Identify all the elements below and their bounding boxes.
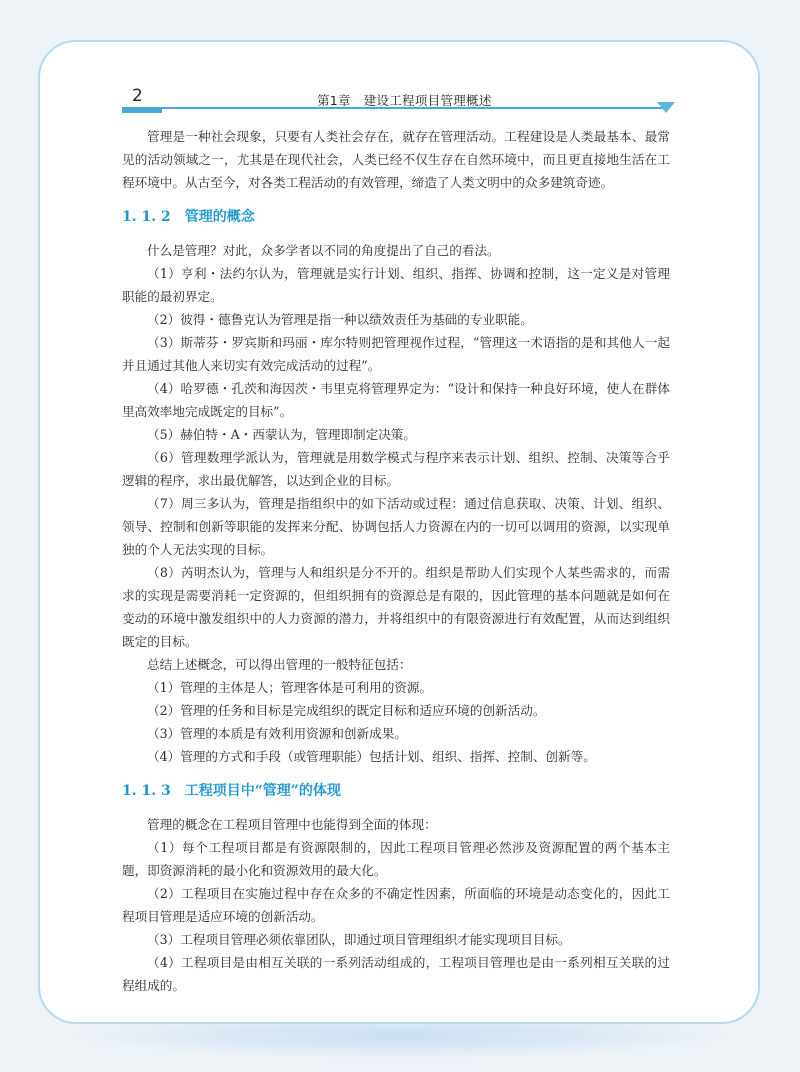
section-title: 管理的概念 (184, 209, 255, 225)
paragraph: （3）工程项目管理必须依靠团队，即通过项目管理组织才能实现项目目标。 (147, 932, 571, 947)
paragraph: 什么是管理？对此，众多学者以不同的角度提出了自己的看法。 (147, 243, 500, 258)
page-header (82, 88, 676, 114)
section-heading-1-1-3 (122, 780, 670, 803)
section-number: 1. 1. 3 (122, 783, 171, 799)
paragraph: （4）管理的方式和手段（或管理职能）包括计划、组织、指挥、控制、创新等。 (147, 749, 596, 764)
page-number: 2 (132, 86, 143, 106)
intro-paragraph: 管理是一种社会现象，只要有人类社会存在，就存在管理活动。工程建设是人类最基本、最常见的活动领域之一，尤其是在现代社会，人类已经不仅生存在自然环境中，而且更直接地生活在工程环境中。从古至今，对各类工程活动的有效管理，缔造了人类文明中的众多建筑奇迹。 (122, 129, 670, 190)
paragraph: （1）亨利・法约尔认为，管理就是实行计划、组织、指挥、协调和控制，这一定义是对管理职能的最初界定。 (122, 266, 670, 304)
page-content (122, 125, 670, 997)
paragraph: 管理的概念在工程项目管理中也能得到全面的体现： (147, 817, 437, 832)
section-heading-1-1-2 (122, 206, 670, 229)
header-rule-accent (122, 109, 162, 113)
paragraph: （7）周三多认为，管理是指组织中的如下活动或过程：通过信息获取、决策、计划、组织、领导、控制和创新等职能的发挥来分配、协调包括人力资源在内的一切可以调用的资源，以实现单独的个人无法实现的目标。 (122, 496, 670, 557)
chapter-title: 第1章 建设工程项目管理概述 (317, 93, 492, 108)
paragraph: （2）彼得・德鲁克认为管理是指一种以绩效责任为基础的专业职能。 (147, 312, 533, 327)
section-number: 1. 1. 2 (122, 209, 171, 225)
section-title: 工程项目中“管理”的体现 (184, 783, 341, 799)
paragraph: （3）管理的本质是有效利用资源和创新成果。 (147, 726, 407, 741)
paragraph: （6）管理数理学派认为，管理就是用数学模式与程序来表示计划、组织、控制、决策等合乎逻辑的程序，求出最优解答，以达到企业的目标。 (122, 450, 670, 488)
paragraph: （2）管理的任务和目标是完成组织的既定目标和适应环境的创新活动。 (147, 703, 546, 718)
triangle-marker-icon (657, 102, 675, 113)
paragraph: （3）斯蒂芬・罗宾斯和玛丽・库尔特则把管理视作过程，“管理这一术语指的是和其他人一起并且通过其他人来切实有效完成活动的过程”。 (122, 335, 670, 373)
paragraph: （4）工程项目是由相互关联的一系列活动组成的，工程项目管理也是由一系列相互关联的过程组成的。 (122, 955, 670, 993)
paragraph: （8）芮明杰认为，管理与人和组织是分不开的。组织是帮助人们实现个人某些需求的，而需求的实现是需要消耗一定资源的，但组织拥有的资源总是有限的，因此管理的基本问题就是如何在变动的环境中激发组织中的人力资源的潜力，并将组织中的有限资源进行有效配置，从而达到组织既定的目标。 (122, 565, 670, 649)
paragraph: 总结上述概念，可以得出管理的一般特征包括： (147, 657, 412, 672)
paragraph: （4）哈罗德・孔茨和海因茨・韦里克将管理界定为：“设计和保持一种良好环境，使人在群体里高效率地完成既定的目标”。 (122, 381, 670, 419)
paragraph: （1）管理的主体是人；管理客体是可利用的资源。 (147, 680, 433, 695)
paragraph: （5）赫伯特・A・西蒙认为，管理即制定决策。 (147, 427, 416, 442)
paragraph: （1）每个工程项目都是有资源限制的，因此工程项目管理必然涉及资源配置的两个基本主题，即资源消耗的最小化和资源效用的最大化。 (122, 840, 670, 878)
paragraph: （2）工程项目在实施过程中存在众多的不确定性因素，所面临的环境是动态变化的，因此工程项目管理是适应环境的创新活动。 (122, 886, 670, 924)
